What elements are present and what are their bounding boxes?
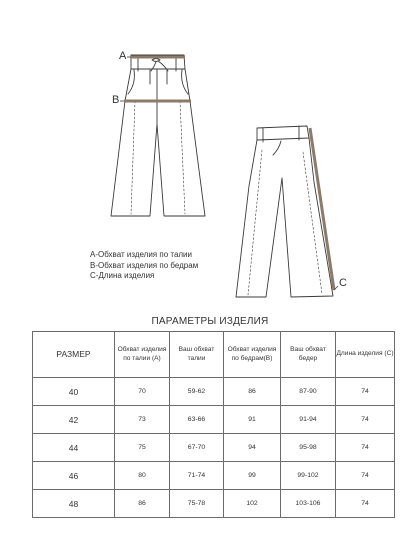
legend-item-waist: А-Обхват изделия по талии [90, 250, 192, 259]
header-item-length: Длина изделия (С) [336, 332, 395, 378]
size-cell: 42 [33, 406, 115, 434]
trousers-front-sketch [111, 55, 205, 216]
item-waist-cell: 80 [115, 462, 170, 490]
item-waist-cell: 70 [115, 378, 170, 406]
item-hips-cell: 86 [224, 378, 281, 406]
table-header-row [33, 332, 395, 378]
your-waist-cell: 75-78 [170, 490, 224, 518]
size-table [32, 331, 395, 518]
header-size: РАЗМЕР [33, 332, 115, 378]
your-hips-cell: 95-98 [281, 434, 336, 462]
length-cell: 74 [336, 406, 395, 434]
length-cell: 74 [336, 434, 395, 462]
header-your-waist: Ваш обхват талии [170, 332, 224, 378]
legend-item-length: С-Длина изделия [90, 271, 155, 280]
your-waist-cell: 71-74 [170, 462, 224, 490]
item-waist-cell: 86 [115, 490, 170, 518]
size-cell: 44 [33, 434, 115, 462]
trousers-side-sketch [236, 126, 333, 297]
header-your-hips: Ваш обхват бедер [281, 332, 336, 378]
item-hips-cell: 99 [224, 462, 281, 490]
your-hips-cell: 99-102 [281, 462, 336, 490]
size-cell: 40 [33, 378, 115, 406]
waist-mark-label: A [119, 50, 127, 62]
item-waist-cell: 73 [115, 406, 170, 434]
your-hips-cell: 91-94 [281, 406, 336, 434]
item-hips-cell: 94 [224, 434, 281, 462]
item-hips-cell: 91 [224, 406, 281, 434]
length-measure-line [310, 128, 338, 290]
measurement-legend [90, 250, 198, 282]
length-cell: 74 [336, 490, 395, 518]
length-cell: 74 [336, 462, 395, 490]
legend-item-hips: В-Обхват изделия по бедрам [90, 260, 199, 270]
header-item-waist: Обхват изделия по талии (А) [115, 332, 170, 378]
your-waist-cell: 59-62 [170, 378, 224, 406]
your-hips-cell: 103-106 [281, 490, 336, 518]
table-row [33, 462, 395, 490]
table-title: ПАРАМЕТРЫ ИЗДЕЛИЯ [151, 316, 269, 327]
table-row [33, 378, 395, 406]
length-mark-label: C [339, 277, 347, 289]
hip-mark-label: B [112, 94, 120, 106]
table-row [33, 406, 395, 434]
header-item-hips: Обхват изделия по бедрам(В) [224, 332, 281, 378]
item-waist-cell: 75 [115, 434, 170, 462]
your-waist-cell: 67-70 [170, 434, 224, 462]
your-waist-cell: 63-66 [170, 406, 224, 434]
your-hips-cell: 87-90 [281, 378, 336, 406]
size-cell: 48 [33, 490, 115, 518]
item-hips-cell: 102 [224, 490, 281, 518]
table-row [33, 434, 395, 462]
table-row [33, 490, 395, 518]
size-cell: 46 [33, 462, 115, 490]
length-cell: 74 [336, 378, 395, 406]
